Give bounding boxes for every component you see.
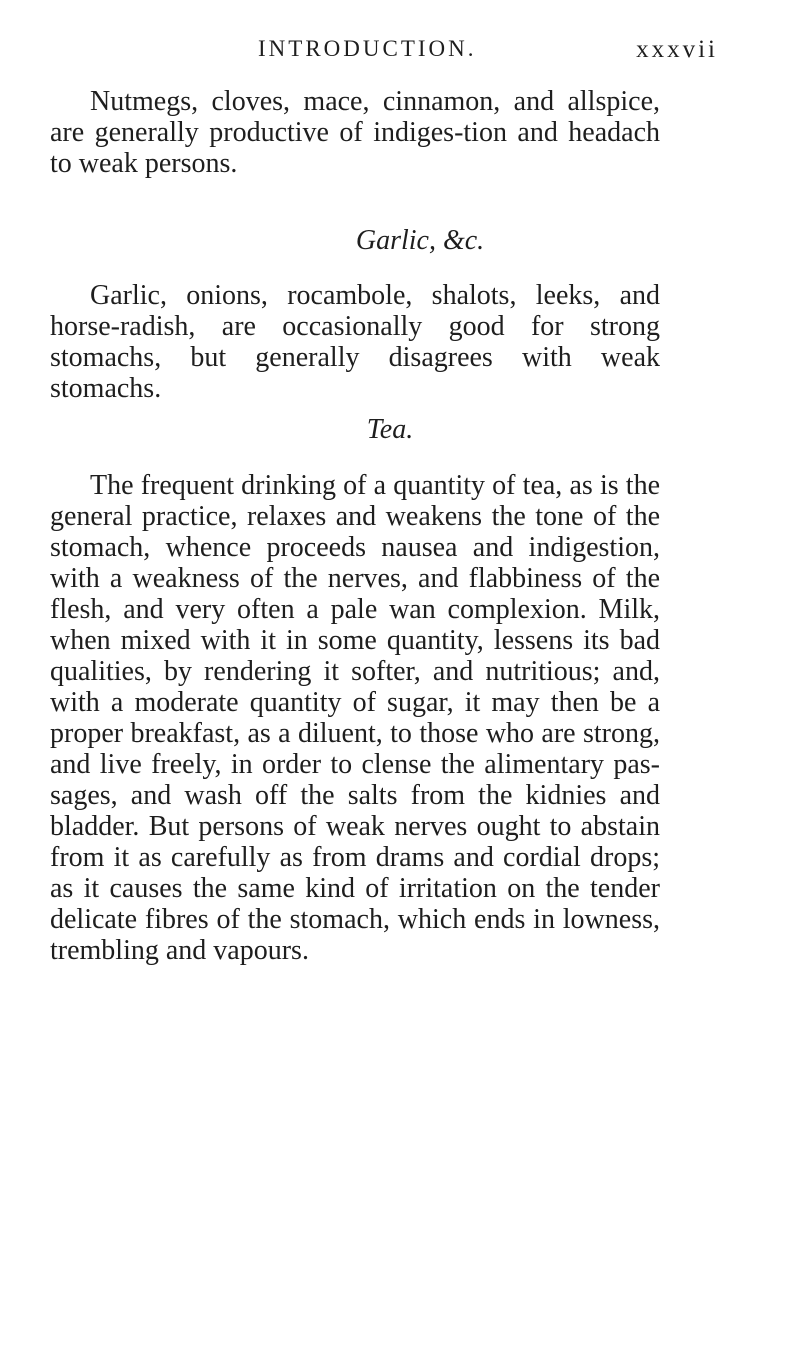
paragraph-tea: The frequent drinking of a quantity of tea, as is the general practice, relaxes and weakens the tone of the stomach, whence proceeds nausea and indigestion, with a weakness of the nerves, and flabbiness of the flesh, and very often a pale wan complexion. Milk, when mixed with it in some quantity, lessens its bad qualities, by rendering it softer, and nutritious; and, with a moderate quantity of sugar, it may then be a proper breakfast, as a diluent, to those who are strong, and live freely, in order to clense the alimentary pas-sages, and wash off the salts from the kidnies and bladder. But persons of weak nerves ought to abstain from it as carefully as from drams and cordial drops; as it causes the same kind of irritation on the tender delicate fibres of the stomach, which ends in lowness, trembling and vapours.: [50, 470, 660, 966]
section-heading-tea: Tea.: [366, 414, 414, 445]
paragraph-spices: Nutmegs, cloves, mace, cinnamon, and allspice, are generally productive of indiges-tion and headach to weak persons.: [50, 86, 660, 179]
running-head: [258, 36, 718, 72]
paragraph-garlic: Garlic, onions, rocambole, shalots, leeks, and horse-radish, are occasionally good for strong stomachs, but generally disagrees with weak stomachs.: [50, 280, 660, 404]
section-heading-garlic: Garlic, &c.: [355, 225, 485, 256]
page-number: xxxvii: [636, 36, 718, 63]
running-title: INTRODUCTION.: [258, 36, 477, 61]
